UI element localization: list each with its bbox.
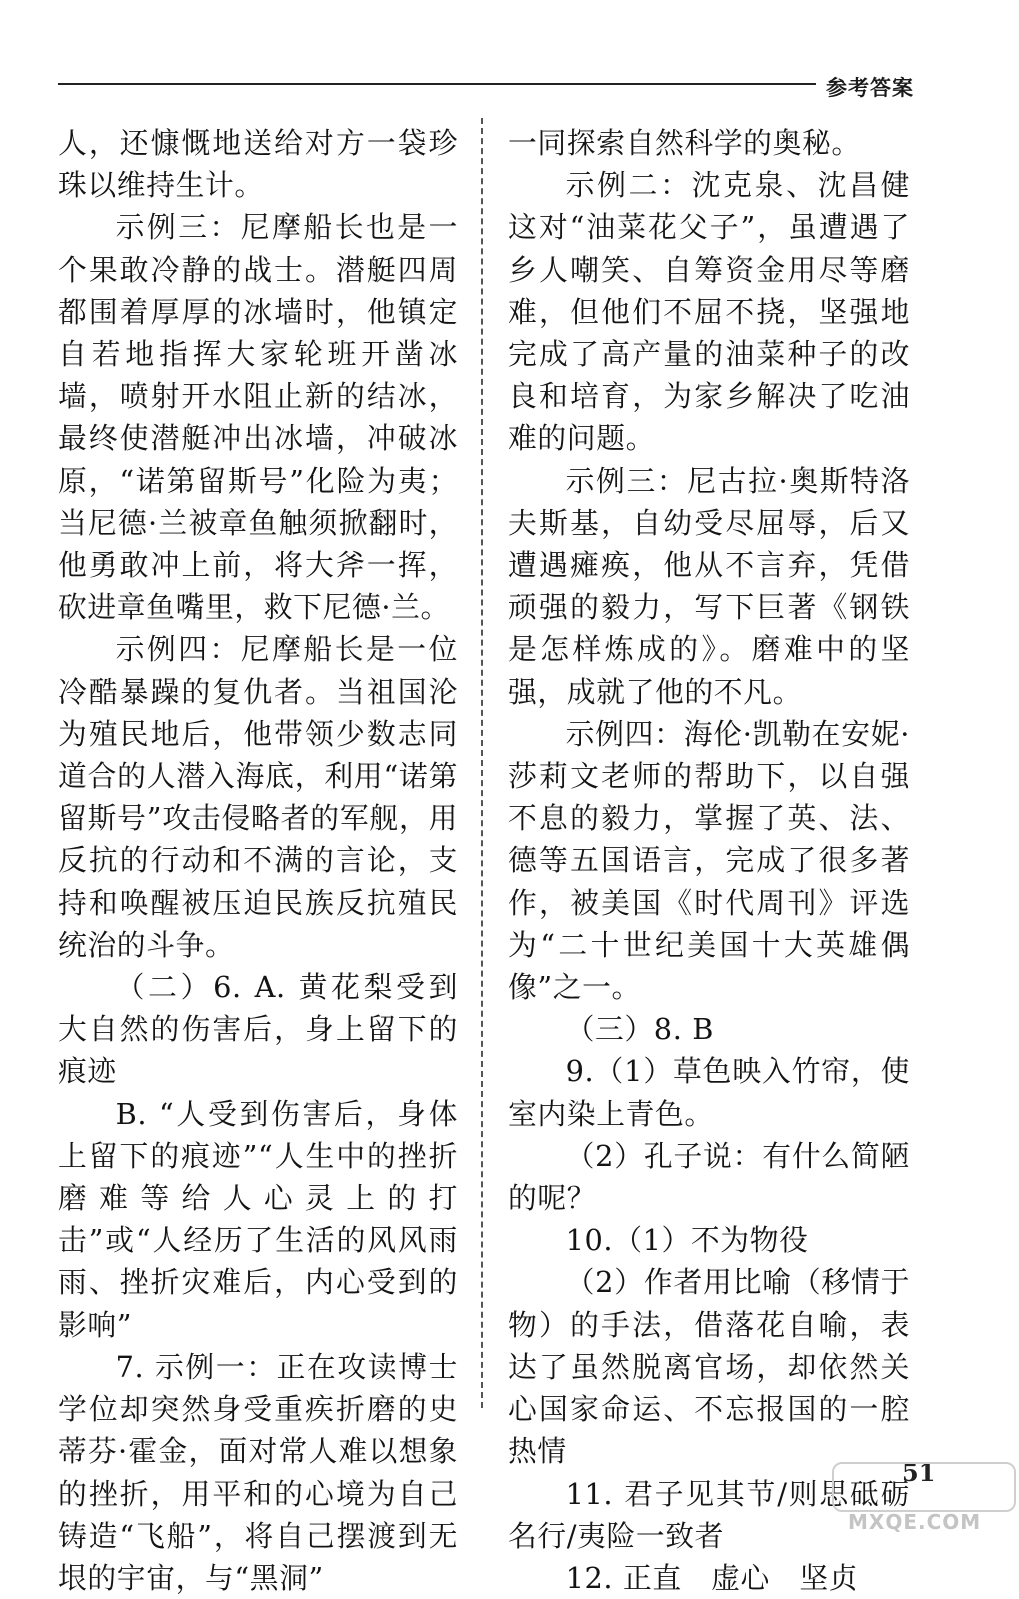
paragraph: 12. 正直 虚心 坚贞 [565, 1560, 859, 1595]
paragraph: 示例二：沈克泉、沈昌健这对“油菜花父子”，虽遭遇了乡人嘲笑、自筹资金用尽等磨难，但他们不屈不挠，坚强地完成了高产量的油菜种子的改良和培育，为家乡解决了吃油难的问题。 [508, 168, 910, 456]
paragraph: 人，还慷慨地送给对方一袋珍珠以维持生计。 [58, 126, 458, 203]
header-rule [58, 83, 816, 85]
paragraph: 一同探索自然科学的奥秘。 [508, 126, 861, 160]
paragraph: 7. 示例一：正在攻读博士学位却突然身受重疾折磨的史蒂芬·霍金，面对常人难以想象的挫折，用平和的心境为自己铸造“飞船”，将自己摆渡到无垠的宇宙，与“黑洞” [58, 1349, 458, 1595]
watermark-logo [832, 1462, 1016, 1512]
section-title: 参考答案 [826, 76, 914, 100]
watermark [832, 1462, 1012, 1534]
left-column [58, 122, 458, 1599]
paragraph: B. “人受到伤害后，身体上留下的痕迹”“人生中的挫折磨难等给人心灵上的打击”或“人经历了生活的风风雨雨、挫折灾难后，内心受到的影响” [58, 1096, 458, 1342]
page-number: 51 [902, 1458, 936, 1487]
column-divider [481, 118, 483, 1408]
paragraph: 示例四：海伦·凯勒在安妮·莎莉文老师的帮助下，以自强不息的毅力，掌握了英、法、德等五国语言，完成了很多著作，被美国《时代周刊》评选为“二十世纪美国十大英雄偶像”之一。 [508, 716, 910, 1005]
paragraph: 示例三：尼古拉·奥斯特洛夫斯基，自幼受尽屈辱，后又遭遇瘫痪，他从不言弃，凭借顽强的毅力，写下巨著《钢铁是怎样炼成的》。磨难中的坚强，成就了他的不凡。 [508, 463, 910, 709]
right-column [508, 122, 910, 1599]
paragraph: （2）孔子说：有什么简陋的呢？ [508, 1138, 910, 1216]
paragraph: 示例三：尼摩船长也是一个果敢冷静的战士。潜艇四周都围着厚厚的冰墙时，他镇定自若地指挥大家轮班开凿冰墙，喷射开水阻止新的结冰，最终使潜艇冲出冰墙，冲破冰原，“诺第留斯号”化险为夷；当尼德·兰被章鱼触须掀翻时，他勇敢冲上前，将大斧一挥，砍进章鱼嘴里，救下尼德·兰。 [58, 210, 458, 625]
paragraph: （三）8. B [565, 1012, 714, 1047]
watermark-site: MXQE.COM [848, 1510, 982, 1534]
paragraph: 11. 君子见其节/则思砥砺名行/夷险一致者 [508, 1476, 910, 1553]
paragraph: （2）作者用比喻（移情于物）的手法，借落花自喻，表达了虽然脱离官场，却依然关心国家命运、不忘报国的一腔热情 [508, 1265, 910, 1469]
paragraph: （二）6. A. 黄花梨受到大自然的伤害后，身上留下的痕迹 [58, 970, 458, 1089]
paragraph: 9.（1）草色映入竹帘，使室内染上青色。 [508, 1054, 910, 1131]
paragraph: 示例四：尼摩船长是一位冷酷暴躁的复仇者。当祖国沦为殖民地后，他带领少数志同道合的人潜入海底，利用“诺第留斯号”攻击侵略者的军舰，用反抗的行动和不满的言论，支持和唤醒被压迫民族反抗殖民统治的斗争。 [58, 632, 458, 962]
paragraph: 10.（1）不为物役 [565, 1223, 809, 1258]
